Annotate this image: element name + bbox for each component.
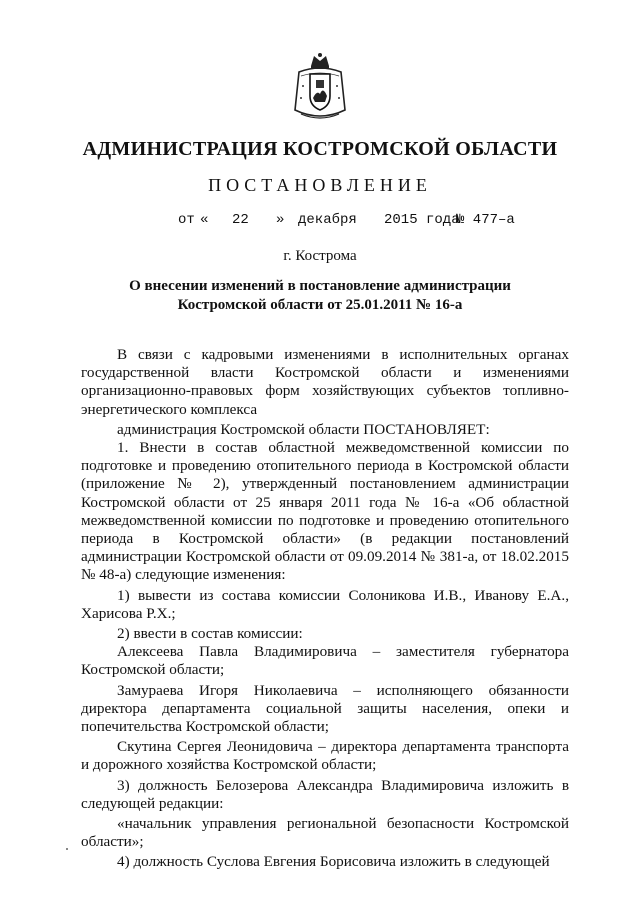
date-prefix: от [178,212,195,228]
date-day: 22 [232,212,249,228]
date-month: декабря [298,212,357,228]
paragraph-new-position: «начальник управления региональной безопасности Костромской области»; [81,815,569,851]
paragraph-member-zamuraev: Замураева Игоря Николаевича – исполняющего обязанности директора департамента социальной защиты населения, опеки и попечительства Костромской области; [81,681,569,736]
paragraph-reason: В связи с кадровыми изменениями в исполнительных органах государственной власти Костромской области и изменениями организационно-правовых форм хозяйствующих субъектов топливно-энергетического комплекса [81,346,569,418]
date-close-quote: » [276,212,285,228]
paragraph-item-1-3: 3) должность Белозерова Александра Владимировича изложить в следующей редакции: [81,776,569,812]
subject-line-1: О внесении изменений в постановление администрации [129,278,511,294]
subject-line-2: Костромской области от 25.01.2011 № 16-а [177,297,463,313]
date-year: 2015 года [384,212,460,228]
city: г. Кострома [283,248,357,264]
paragraph-item-1-2: 2) ввести в состав комиссии: [117,625,303,643]
paragraph-resolves: администрация Костромской области ПОСТАНОВЛЯЕТ: [117,420,490,438]
coat-of-arms-icon [289,52,351,124]
document-type: ПОСТАНОВЛЕНИЕ [208,175,432,195]
paragraph-member-skutin: Скутина Сергея Леонидовича – директора департамента транспорта и дорожного хозяйства Костромской области; [81,738,569,774]
document-subject [120,277,520,315]
scan-mark [66,848,68,850]
paragraph-item-1-4: 4) должность Суслова Евгения Борисовича изложить в следующей [117,853,550,871]
document-body [81,346,569,874]
paragraph-member-alekseev: Алексеева Павла Владимировича – заместителя губернатора Костромской области; [81,643,569,679]
org-title: АДМИНИСТРАЦИЯ КОСТРОМСКОЙ ОБЛАСТИ [82,138,558,160]
document-number: № 477–а [456,212,515,228]
paragraph-item-1: 1. Внести в состав областной межведомственной комиссии по подготовке и проведению отопительного периода в Костромской области (приложение № 2), утвержденный постановлением администрации Костромской области от 25 января 2011 года № 16-а «Об областной межведомственной комиссии по подготовке и проведению отопительного периода в Костромской области» (в редакции постановлений администрации Костромской области от 09.09.2014 № 381-а, от 18.02.2015 № 48-а) следующие изменения: [81,439,569,584]
date-line [0,212,640,234]
paragraph-item-1-1: 1) вывести из состава комиссии Солоникова И.В., Иванову Е.А., Харисова Р.Х.; [81,586,569,622]
date-open-quote: « [200,212,209,228]
